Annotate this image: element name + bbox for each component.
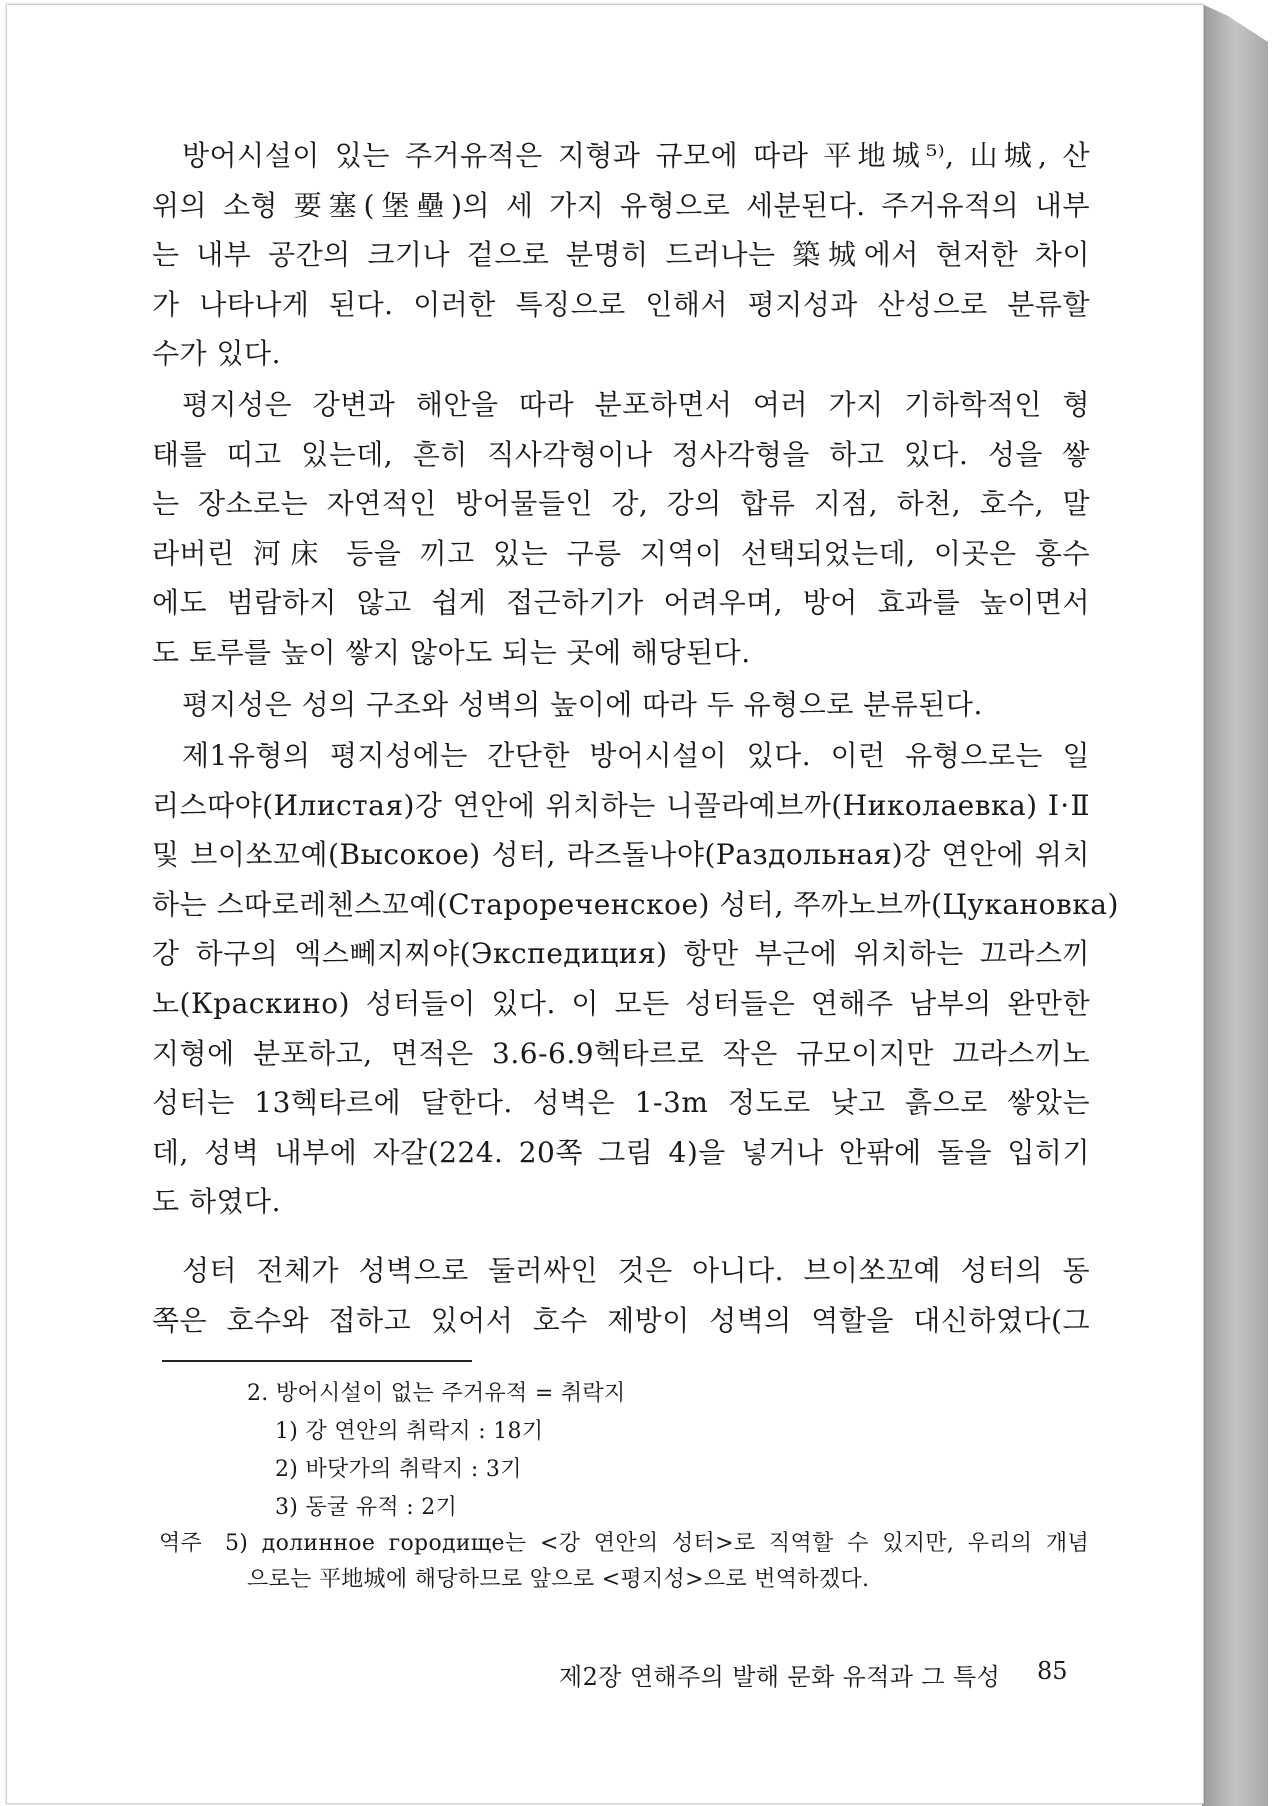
text-line: 데, 성벽 내부에 자갈(224. 20쪽 그림 4)을 넣거나 안팎에 돌을 입히기 [152, 1135, 1090, 1169]
text-line: 는 내부 공간의 크기나 겉으로 분명히 드러나는 築城에서 현저한 차이 [152, 238, 1090, 272]
text-line: 수가 있다. [152, 337, 281, 371]
paragraph-5 [152, 1246, 1090, 1345]
text-line: 평지성은 강변과 해안을 따라 분포하면서 여러 가지 기하학적인 형 [182, 388, 1090, 421]
note-item: 1) 강 연안의 취락지 : 18기 [275, 1419, 544, 1444]
text-line: 가 나타나게 된다. 이러한 특징으로 인해서 평지성과 산성으로 분류할 [152, 287, 1090, 321]
text-line: 성터는 13헥타르에 달한다. 성벽은 1-3m 정도로 낮고 흙으로 쌓았는 [152, 1086, 1090, 1120]
paragraph-4 [152, 731, 1119, 1227]
text-line: 제1유형의 평지성에는 간단한 방어시설이 있다. 이런 유형으로는 일 [182, 739, 1090, 772]
text-line: 성터 전체가 성벽으로 둘러싸인 것은 아니다. 브이쏘꼬예 성터의 동 [182, 1254, 1090, 1287]
running-head: 제2장 연해주의 발해 문화 유적과 그 특성 [559, 1663, 1001, 1691]
note-item: 2) 바닷가의 취락지 : 3기 [275, 1457, 522, 1482]
text-line: 태를 띠고 있는데, 흔히 직사각형이나 정사각형을 하고 있다. 성을 쌓 [152, 437, 1090, 471]
text-line: 도 하였다. [152, 1185, 281, 1219]
text-line: 하는 스따로레첸스꼬예(Старореченское) 성터, 쭈까노브까(Цукановка) [152, 887, 1119, 921]
text-line: 는 장소로는 자연적인 방어물들인 강, 강의 합류 지점, 하천, 호수, 말 [152, 487, 1090, 521]
text-line: 도 토루를 높이 쌓지 않아도 되는 곳에 해당된다. [152, 635, 751, 669]
text-line: 리스따야(Илистая)강 연안에 위치하는 니꼴라예브까(Николаевка) Ⅰ·Ⅱ [152, 788, 1090, 822]
text-line: 라버린 河床 등을 끼고 있는 구릉 지역이 선택되었는데, 이곳은 홍수 [152, 536, 1090, 570]
text-line: 및 브이쏘꼬예(Высокое) 성터, 라즈돌나야(Раздольная)강 연안에 위치 [152, 838, 1090, 872]
text-line: 평지성은 성의 구조와 성벽의 높이에 따라 두 유형으로 분류된다. [182, 688, 983, 721]
note-item: 3) 동굴 유적 : 2기 [275, 1495, 458, 1520]
document-page [6, 4, 1204, 1804]
text-line: 에도 범람하지 않고 쉽게 접근하기가 어려우며, 방어 효과를 높이면서 [152, 586, 1090, 620]
text-line: 쪽은 호수와 접하고 있어서 호수 제방이 성벽의 역할을 대신하였다(그 [152, 1303, 1090, 1337]
translator-note-label: 역주 [159, 1531, 203, 1556]
text-line: 노(Краскино) 성터들이 있다. 이 모든 성터들은 연해주 남부의 완만한 [152, 986, 1090, 1020]
text-line: 위의 소형 要塞(堡壘)의 세 가지 유형으로 세분된다. 주거유적의 내부 [152, 188, 1090, 222]
text-line: 지형에 분포하고, 면적은 3.6-6.9헥타르로 작은 규모이지만 끄라스끼노 [152, 1036, 1090, 1070]
paragraph-2 [152, 380, 1090, 678]
paragraph-1 [152, 131, 1090, 379]
text-line: 강 하구의 엑스뻬지찌야(Экспедиция) 항만 부근에 위치하는 끄라스끼 [152, 937, 1090, 971]
note-title: 2. 방어시설이 없는 주거유적 = 취락지 [247, 1381, 626, 1406]
footnote-divider [162, 1360, 472, 1362]
translator-note-line: 5) долинное городище는 <강 연안의 성터>로 직역할 수 있지만, 우리의 개념 [225, 1531, 1089, 1556]
page-number: 85 [1037, 1657, 1068, 1685]
text-line: 방어시설이 있는 주거유적은 지형과 규모에 따라 平地城⁵⁾, 山城, 산 [182, 139, 1090, 172]
paragraph-3 [152, 680, 1090, 730]
translator-note-line: 으로는 平地城에 해당하므로 앞으로 <평지성>으로 번역하겠다. [247, 1567, 870, 1592]
book-side-edge [1202, 4, 1268, 1806]
